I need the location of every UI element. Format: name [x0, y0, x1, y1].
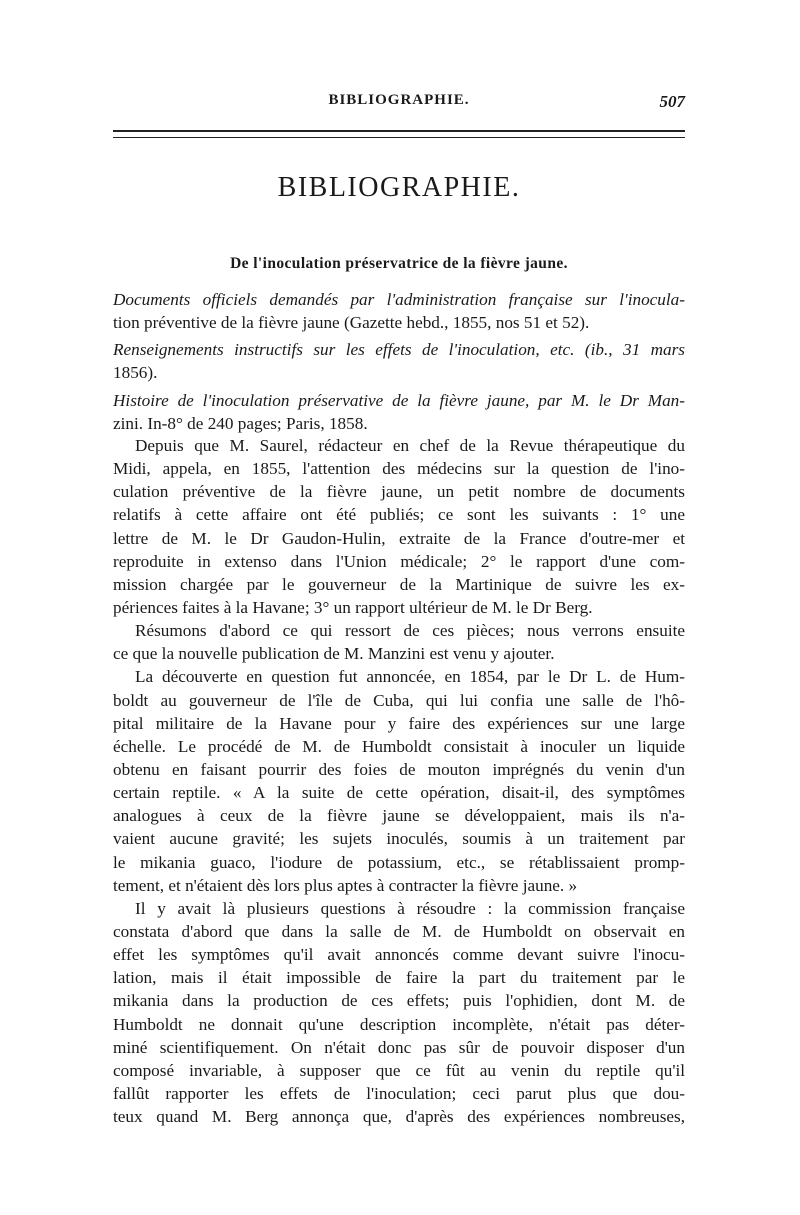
body-line: tement, et n'étaient dès lors plus aptes à contracter la fièvre jaune. »: [113, 875, 578, 895]
reference-line: zini. In-8° de 240 pages; Paris, 1858.: [113, 413, 368, 433]
body-line: teux quand M. Berg annonça que, d'après des expériences nombreuses,: [113, 1107, 685, 1127]
section-title: De l'inoculation préservatrice de la fièvre jaune.: [230, 255, 568, 272]
body-line: périences faites à la Havane; 3° un rapport ultérieur de M. le Dr Berg.: [113, 597, 593, 617]
body-line: lation, mais il était impossible de faire la part du traitement par le: [113, 968, 685, 988]
body-line: Humboldt ne donnait qu'une description incomplète, n'était pas déter-: [113, 1014, 685, 1034]
reference-line: 1856).: [113, 363, 158, 383]
body-line: constata d'abord que dans la salle de M. de Humboldt on observait en: [113, 921, 685, 941]
body-line: miné scientifiquement. On n'était donc pas sûr de pouvoir disposer d'un: [113, 1037, 685, 1057]
body-line: obtenu en faisant pourrir des foies de mouton imprégnés du venin d'un: [113, 759, 685, 779]
header-rule-thick: [113, 130, 685, 132]
header-rule-thin: [113, 137, 685, 138]
body-text: [113, 434, 685, 1128]
body-line: composé invariable, à supposer que ce fût au venin du reptile qu'il: [113, 1060, 685, 1080]
body-line: culation préventive de la fièvre jaune, un petit nombre de documents: [113, 482, 685, 502]
reference-list: [113, 288, 685, 435]
body-line: relatifs à cette affaire ont été publiés; ce sont les suivants : 1° une: [113, 505, 685, 525]
body-line: pital militaire de la Havane pour y faire des expériences sur une large: [113, 713, 685, 733]
body-line: certain reptile. « A la suite de cette opération, disait-il, des symptômes: [113, 783, 685, 803]
body-line: Midi, appela, en 1855, l'attention des médecins sur la question de l'ino-: [113, 459, 685, 479]
body-line: vaient aucune gravité; les sujets inoculés, soumis à un traitement par: [113, 829, 685, 849]
body-line: le mikania guaco, l'iodure de potassium, etc., se rétablissaient promp-: [113, 852, 685, 872]
body-line: La découverte en question fut annoncée, en 1854, par le Dr L. de Hum-: [135, 667, 685, 687]
body-line: ce que la nouvelle publication de M. Manzini est venu y ajouter.: [113, 644, 555, 664]
reference-line: Histoire de l'inoculation préservative de la fièvre jaune, par M. le Dr Man-: [113, 390, 685, 410]
body-line: Résumons d'abord ce qui ressort de ces pièces; nous verrons ensuite: [135, 621, 685, 641]
body-line: analogues à ceux de la fièvre jaune se développaient, mais ils n'a-: [113, 806, 685, 826]
reference-line: Documents officiels demandés par l'administration française sur l'inocula-: [113, 290, 685, 309]
body-line: fallût rapporter les effets de l'inoculation; ceci parut plus que dou-: [113, 1083, 685, 1103]
page-title: BIBLIOGRAPHIE.: [277, 172, 521, 203]
running-title: BIBLIOGRAPHIE.: [328, 92, 470, 108]
reference-line: Renseignements instructifs sur les effets de l'inoculation, etc. (ib., 31 mars: [113, 340, 685, 360]
reference-line: tion préventive de la fièvre jaune (Gazette hebd., 1855, nos 51 et 52).: [113, 313, 590, 333]
body-line: mikania dans la production de ces effets; puis l'ophidien, dont M. de: [113, 991, 685, 1011]
running-head: [113, 92, 685, 116]
body-line: effet les symptômes qu'il avait annoncés comme devant suivre l'inocu-: [113, 945, 685, 965]
body-line: lettre de M. le Dr Gaudon-Hulin, extraite de la France d'outre-mer et: [113, 528, 685, 548]
body-line: mission chargée par le gouverneur de la Martinique de suivre les ex-: [113, 574, 685, 594]
body-line: reproduite in extenso dans l'Union médicale; 2° le rapport d'une com-: [113, 551, 685, 571]
body-line: boldt au gouverneur de l'île de Cuba, qui lui confia une salle de l'hô-: [113, 690, 685, 710]
body-line: Il y avait là plusieurs questions à résoudre : la commission française: [135, 898, 685, 918]
body-line: échelle. Le procédé de M. de Humboldt consistait à inoculer un liquide: [113, 736, 685, 756]
page-number: 507: [659, 92, 685, 111]
body-line: Depuis que M. Saurel, rédacteur en chef de la Revue thérapeutique du: [135, 436, 685, 455]
